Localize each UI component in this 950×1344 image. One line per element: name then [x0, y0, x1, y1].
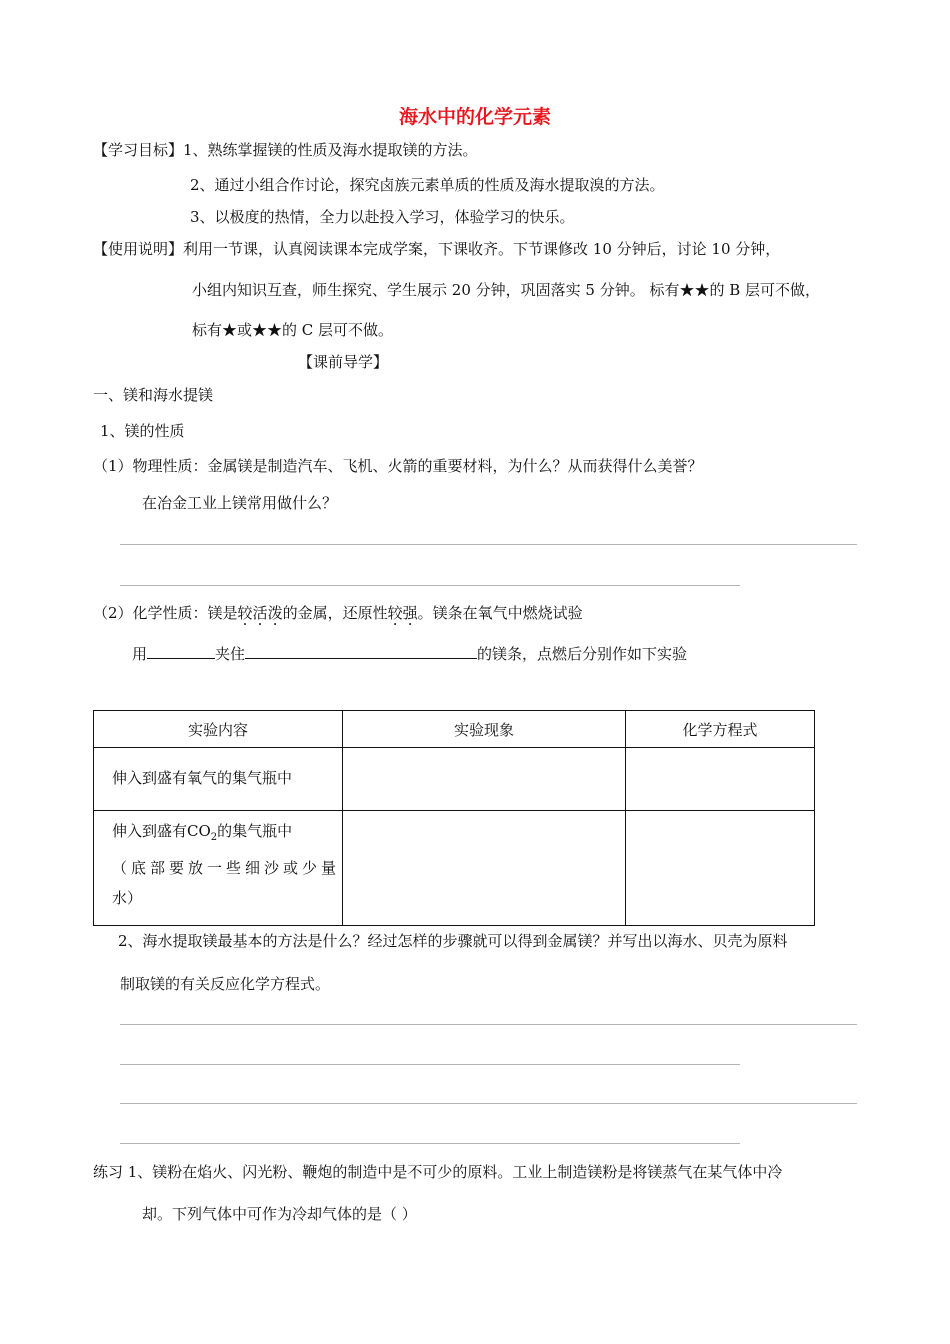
- experiment-co2-note-end: 水）: [112, 889, 143, 907]
- fill-blank-tool[interactable]: [147, 644, 215, 659]
- objective-item-1: 1、熟练掌握镁的性质及海水提取镁的方法。: [183, 141, 478, 159]
- experiment-co2-text-a: 伸入到盛有: [112, 822, 188, 840]
- usage-label: 【使用说明】: [93, 240, 184, 258]
- table-header: 实验内容: [94, 711, 343, 748]
- experiment-co2-note: （底部要放一些细沙或少量: [112, 859, 341, 877]
- table-header: 实验现象: [343, 711, 626, 748]
- physical-question-1: （1）物理性质：金属镁是制造汽车、飞机、火箭的重要材料，为什么？从而获得什么美誉？: [93, 457, 703, 475]
- emphasis-char: 强: [402, 604, 418, 622]
- emphasis-char: 较: [237, 604, 253, 622]
- table-header-row: [94, 711, 815, 748]
- answer-line: [120, 1064, 740, 1065]
- table-cell: [94, 811, 343, 926]
- experiment-co2-subscript: 2: [210, 832, 218, 843]
- usage-line1: [93, 239, 780, 259]
- experiment-co2: [94, 811, 342, 913]
- chemical-text-prefix: （2）化学性质：镁是: [93, 604, 238, 622]
- usage-text-3: 标有★或★★的 C 层可不做。: [192, 321, 394, 339]
- objective-item-2: 2、通过小组合作讨论，探究卤族元素单质的性质及海水提取溴的方法。: [190, 176, 665, 194]
- chemical-line2-text-a: 用: [132, 645, 148, 663]
- usage-text-2: 小组内知识互查，师生探究、学生展示 20 分钟，巩固落实 5 分钟。 标有★★的 B 层可不做，: [192, 281, 821, 299]
- emphasis-char: 较: [387, 604, 403, 622]
- answer-line: [120, 544, 857, 545]
- question2-line1: 2、海水提取镁最基本的方法是什么？经过怎样的步骤就可以得到金属镁？并写出以海水、贝壳为原料: [118, 932, 788, 950]
- table-cell-phenomenon[interactable]: [343, 811, 626, 926]
- chemical-text-suffix: 。镁条在氧气中燃烧试验: [417, 604, 583, 622]
- table-cell: [94, 748, 343, 811]
- experiment-co2-text-b: 的集气瓶中: [217, 822, 293, 840]
- exercise-line2: 却。下列气体中可作为冷却气体的是（ ）: [142, 1205, 417, 1223]
- table-header: 化学方程式: [626, 711, 815, 748]
- exercise-line1: 练习 1、镁粉在焰火、闪光粉、鞭炮的制造中是不可少的原料。工业上制造镁粉是将镁蒸气在某气体中冷: [93, 1163, 783, 1181]
- objectives-label: 【学习目标】: [93, 141, 184, 159]
- fill-blank-length[interactable]: [245, 644, 477, 659]
- table-row: [94, 748, 815, 811]
- answer-line: [120, 1143, 740, 1144]
- table-cell-equation[interactable]: [626, 811, 815, 926]
- objective-item-3: 3、以极度的热情，全力以赴投入学习，体验学习的快乐。: [190, 208, 575, 226]
- chemical-line1: [93, 603, 583, 623]
- question2-line2: 制取镁的有关反应化学方程式。: [120, 975, 331, 993]
- table-row: [94, 811, 815, 926]
- experiment-table: [93, 710, 815, 926]
- table-cell-equation[interactable]: [626, 748, 815, 811]
- usage-text-1: 利用一节课，认真阅读课本完成学案，下课收齐。下节课修改 10 分钟后，讨论 10 分钟，: [183, 240, 781, 258]
- table-cell-phenomenon[interactable]: [343, 748, 626, 811]
- chemical-text-mid: 的金属，还原性: [282, 604, 388, 622]
- section-header: 【课前导学】: [298, 353, 389, 371]
- part1-title: 一、镁和海水提镁: [93, 386, 214, 404]
- chemical-line2: [132, 644, 687, 664]
- page-title: 海水中的化学元素: [398, 106, 551, 128]
- experiment-co2-formula: CO: [187, 822, 211, 840]
- experiment-oxygen: 伸入到盛有氧气的集气瓶中: [112, 769, 293, 787]
- answer-line: [120, 1024, 857, 1025]
- emphasis-char: 泼: [267, 604, 283, 622]
- chemical-line2-text-c: 的镁条，点燃后分别作如下实验: [477, 645, 688, 663]
- emphasis-char: 活: [252, 604, 268, 622]
- chemical-line2-text-b: 夹住: [215, 645, 246, 663]
- sub1-title: 1、镁的性质: [100, 422, 185, 440]
- answer-line: [120, 585, 740, 586]
- physical-question-2: 在冶金工业上镁常用做什么？: [142, 494, 338, 512]
- objectives-line1: [93, 140, 478, 160]
- answer-line: [120, 1103, 857, 1104]
